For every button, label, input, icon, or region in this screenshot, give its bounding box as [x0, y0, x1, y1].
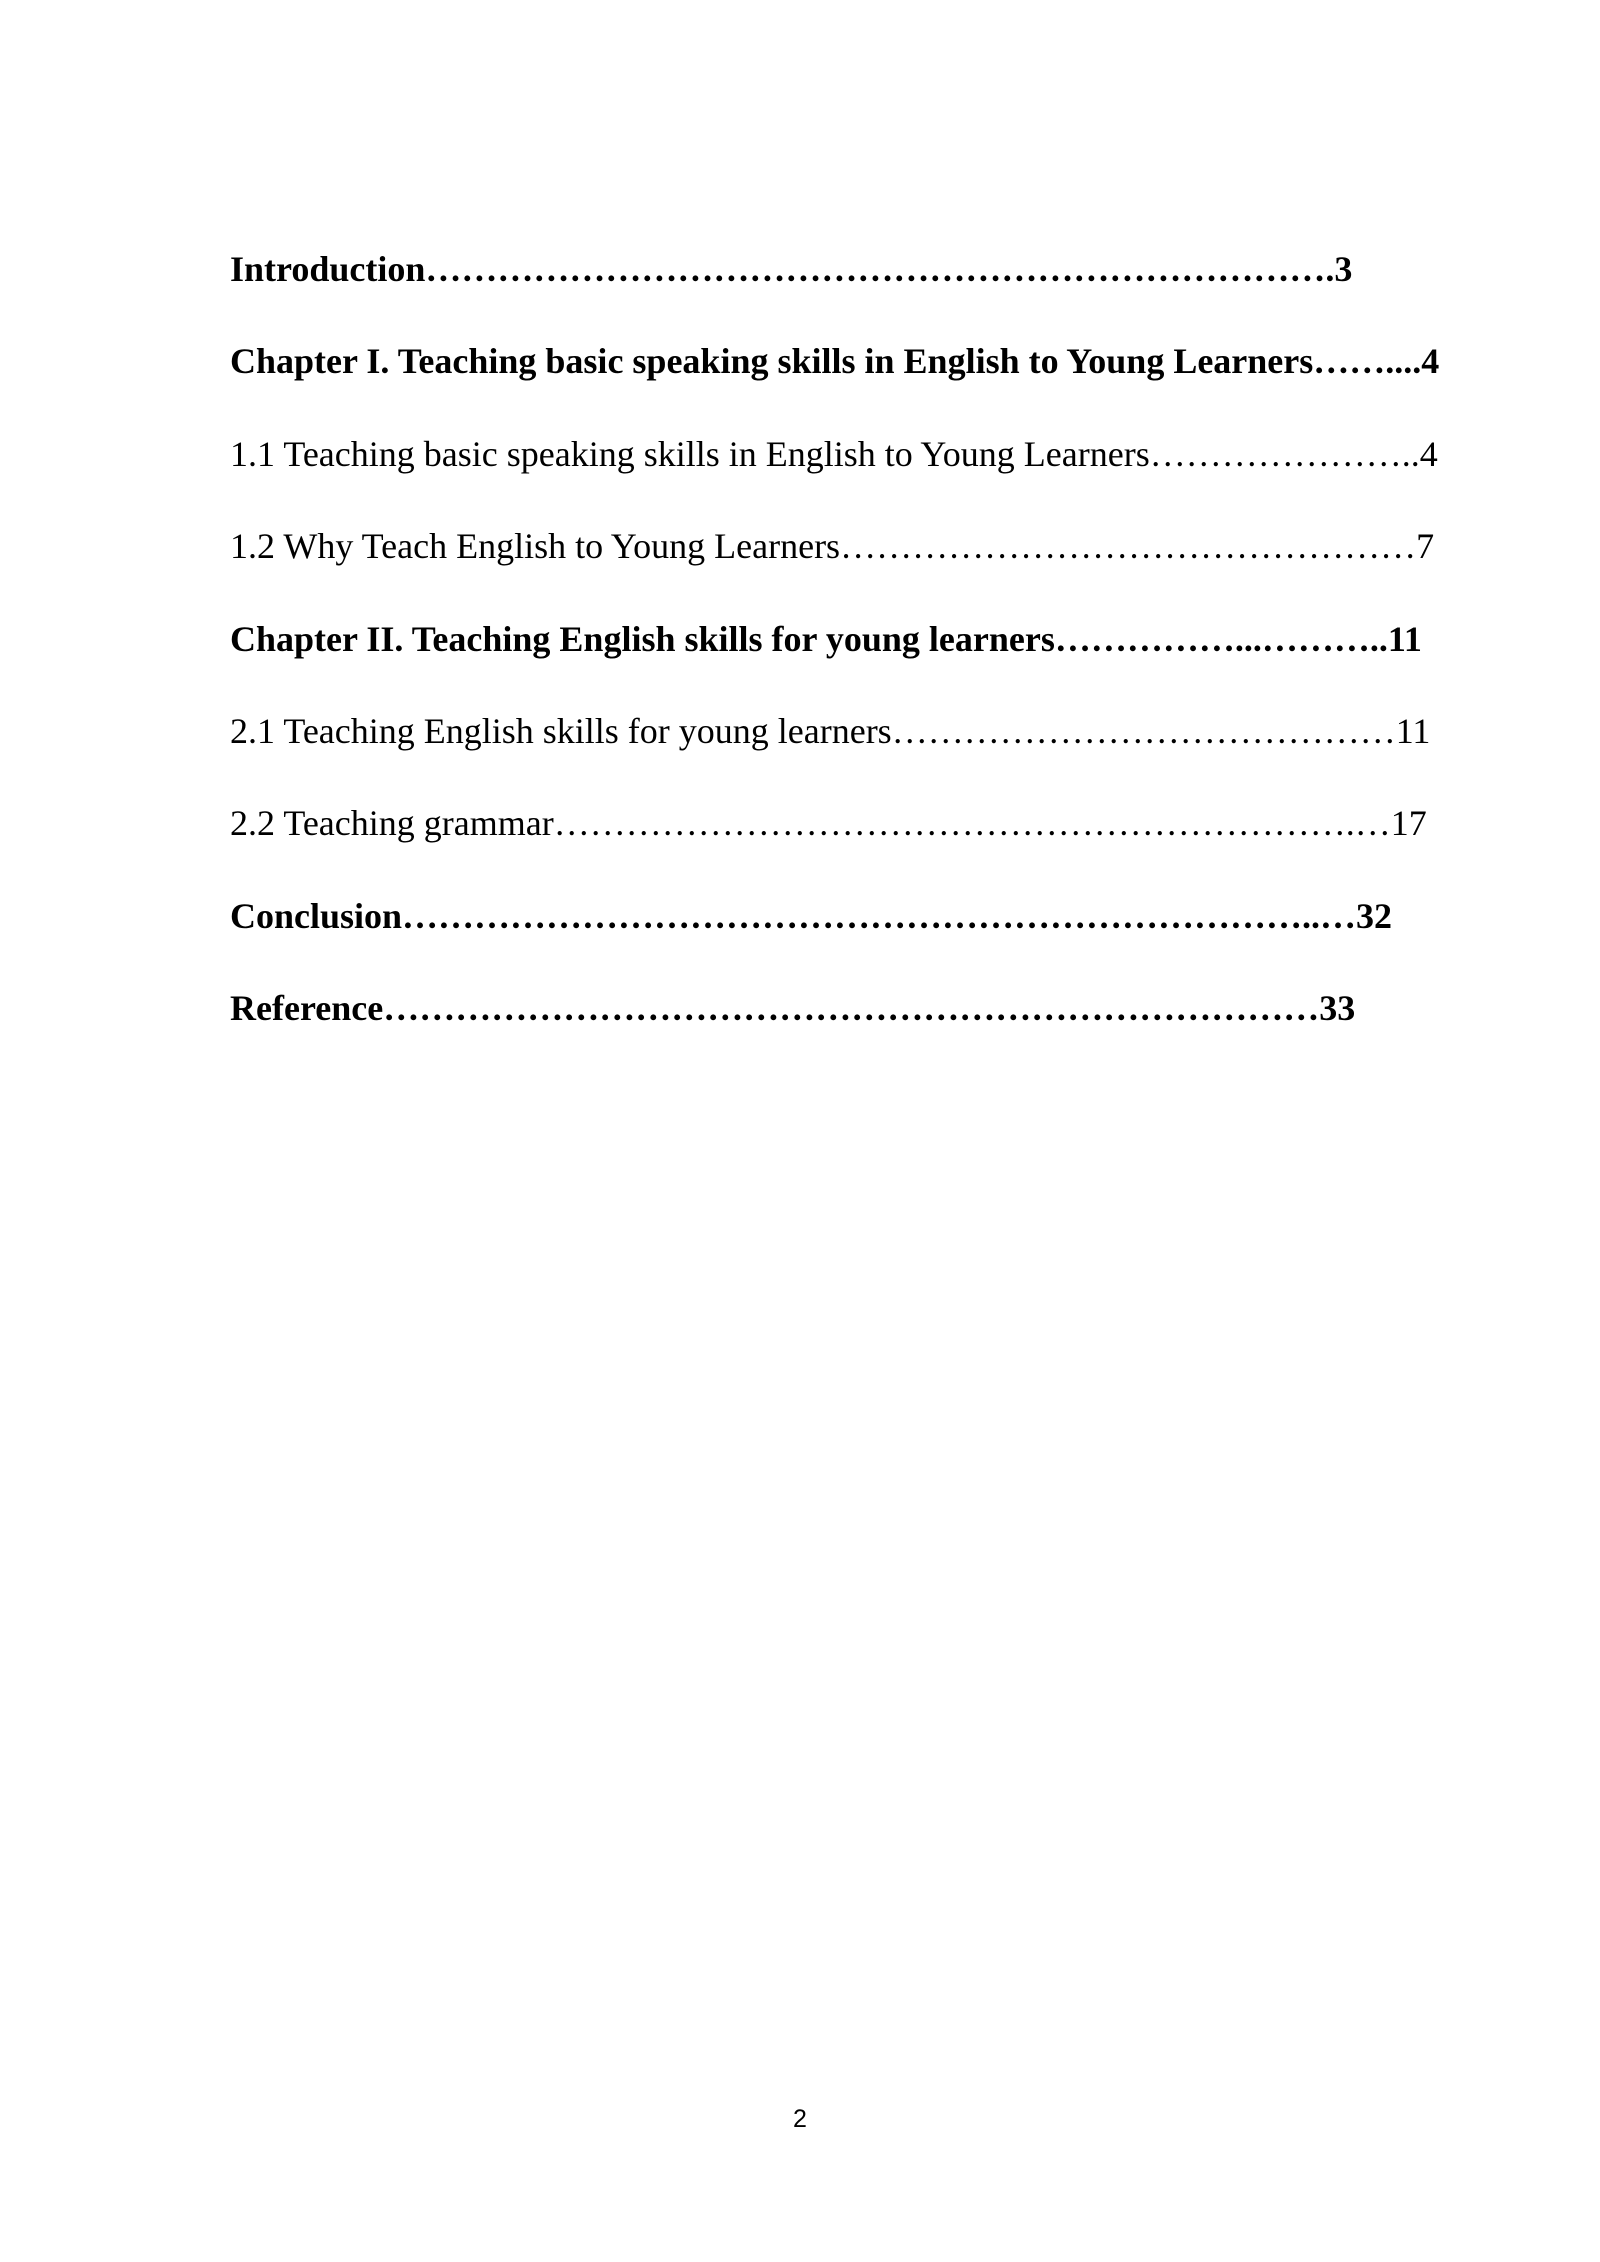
page-number: 2 — [793, 2105, 807, 2133]
toc-entry-reference[interactable]: Reference……………………………………………………………………33 — [230, 988, 1356, 1029]
toc-entry-section-2-2[interactable]: 2.2 Teaching grammar………………………………………………………….…17 — [230, 803, 1427, 844]
toc-entry-chapter-2[interactable]: Chapter II. Teaching English skills for young learners……………...………..11 — [230, 618, 1422, 659]
toc-entry-section-2-1[interactable]: 2.1 Teaching English skills for young learners……………………………………11 — [230, 710, 1431, 751]
toc-entry-section-1-2[interactable]: 1.2 Why Teach English to Young Learners…………………………………………7 — [230, 526, 1435, 567]
toc-entry-introduction[interactable]: Introduction………………………………………………………………….3 — [230, 249, 1353, 289]
toc-entry-chapter-1[interactable]: Chapter I. Teaching basic speaking skills in English to Young Learners……....4 — [230, 341, 1440, 382]
toc-entry-section-1-1[interactable]: 1.1 Teaching basic speaking skills in English to Young Learners…………………..4 — [230, 433, 1438, 474]
table-of-contents — [230, 238, 1500, 1070]
toc-entry-conclusion[interactable]: Conclusion…………………………………………………………………..…32 — [230, 895, 1393, 936]
